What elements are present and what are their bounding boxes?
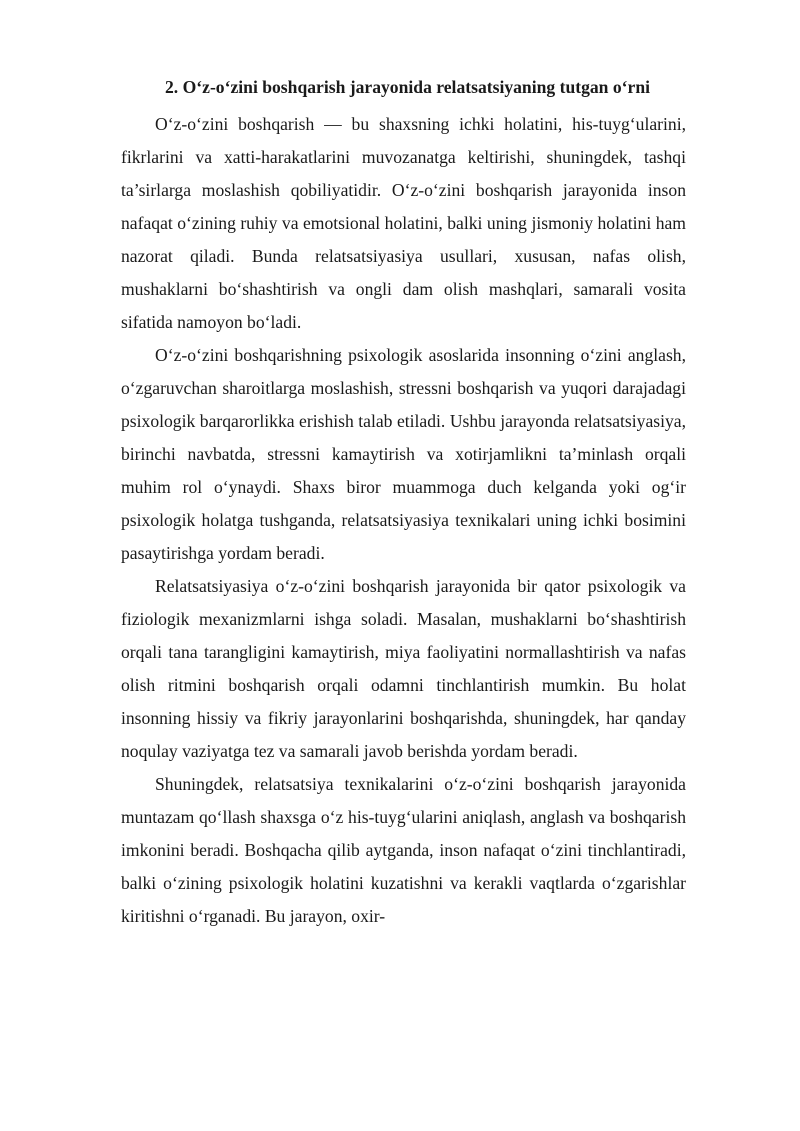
section-heading: 2. O‘z-o‘zini boshqarish jarayonida relatsatsiyaning tutgan o‘rni <box>165 77 651 97</box>
document-page <box>121 66 686 933</box>
paragraph-3: Relatsatsiyasiya o‘z-o‘zini boshqarish jarayonida bir qator psixologik va fiziologik mexanizmlarni ishga soladi. Masalan, mushaklarni bo‘shashtirish orqali tana tarangligini kamaytirish, miya faoliyatini normallashtirish va nafas olish ritmini boshqarish orqali odamni tinchlantirish mumkin. Bu holat insonning hissiy va fikriy jarayonlarini boshqarishda, shuningdek, har qanday noqulay vaziyatga tez va samarali javob berishda yordam beradi. <box>121 576 686 761</box>
paragraph-4: Shuningdek, relatsatsiya texnikalarini o‘z-o‘zini boshqarish jarayonida muntazam qo‘llash shaxsga o‘z his-tuyg‘ularini aniqlash, anglash va boshqarish imkonini beradi. Boshqacha qilib aytganda, inson nafaqat o‘zini tinchlantiradi, balki o‘zining psixologik holatini kuzatishni va kerakli vaqtlarda o‘zgarishlar kiritishni o‘rganadi. Bu jarayon, oxir- <box>121 774 686 926</box>
paragraph-1: O‘z-o‘zini boshqarish — bu shaxsning ichki holatini, his-tuyg‘ularini, fikrlarini va xatti-harakatlarini muvozanatga keltirishi, shuningdek, tashqi ta’sirlarga moslashish qobiliyatidir. O‘z-o‘zini boshqarish jarayonida inson nafaqat o‘zining ruhiy va emotsional holatini, balki uning jismoniy holatini ham nazorat qiladi. Bunda relatsatsiyasiya usullari, xususan, nafas olish, mushaklarni bo‘shashtirish va ongli dam olish mashqlari, samarali vosita sifatida namoyon bo‘ladi. <box>121 114 686 332</box>
paragraph-2: O‘z-o‘zini boshqarishning psixologik asoslarida insonning o‘zini anglash, o‘zgaruvchan sharoitlarga moslashish, stressni boshqarish va yuqori darajadagi psixologik barqarorlikka erishish talab etiladi. Ushbu jarayonda relatsatsiyasiya, birinchi navbatda, stressni kamaytirish va xotirjamlikni ta’minlash orqali muhim rol o‘ynaydi. Shaxs biror muammoga duch kelganda yoki og‘ir psixologik holatga tushganda, relatsatsiyasiya texnikalari uning ichki bosimini pasaytirishga yordam beradi. <box>121 345 686 563</box>
